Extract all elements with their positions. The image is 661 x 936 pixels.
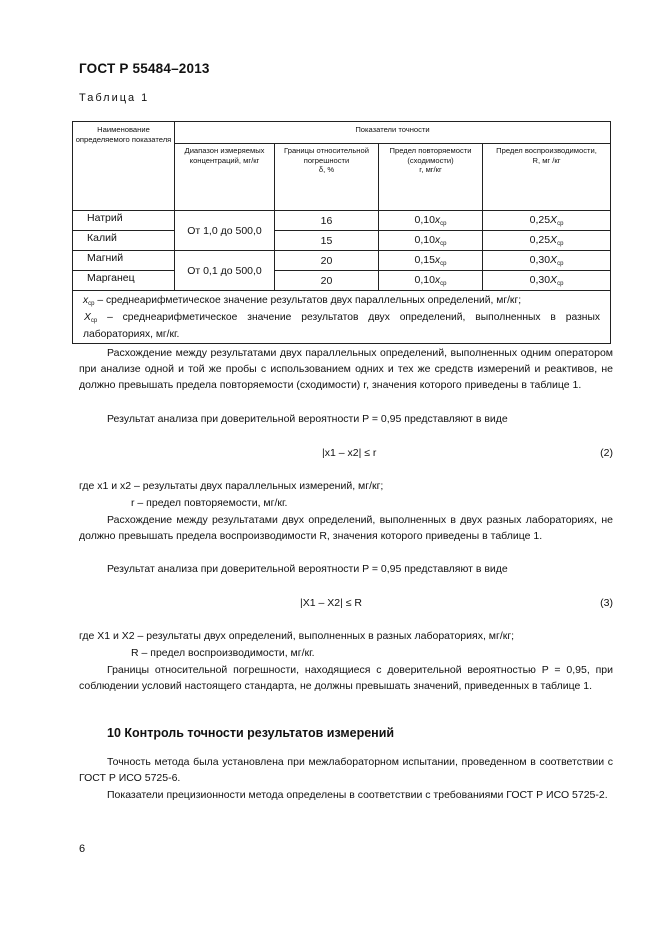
paragraph-method-accuracy: Точность метода была установлена при межлабораторном испытании, проведенном в соответствии с ГОСТ Р ИСО 5725-6. bbox=[79, 756, 613, 784]
page-number: 6 bbox=[79, 843, 86, 855]
header-repeatability-text: Предел повторяемости (сходимости) bbox=[389, 146, 472, 165]
concentration-range: От 0,1 до 500,0 bbox=[175, 251, 275, 291]
mean-X-symbol: X bbox=[550, 274, 558, 286]
reproducibility-value bbox=[483, 231, 611, 251]
mean-subscript: ср bbox=[557, 241, 564, 247]
note-mean-parallel bbox=[83, 294, 600, 311]
note-X-symbol: X bbox=[84, 312, 91, 323]
paragraph-reproducibility: Расхождение между результатами двух определений, выполненных в двух разных лабораториях, не должно превышать предела воспроизводимости R, значения которого приведены в таблице 1. bbox=[79, 514, 613, 542]
mean-subscript: ср bbox=[557, 221, 564, 227]
header-reproducibility bbox=[483, 144, 611, 211]
where-clause-2: r – предел повторяемости, мг/кг. bbox=[131, 497, 288, 509]
table-row bbox=[73, 231, 611, 251]
indicator-name: Калий bbox=[73, 231, 175, 251]
header-repeatability bbox=[379, 144, 483, 211]
mean-x-symbol: x bbox=[434, 214, 441, 226]
header-accuracy-indicators: Показатели точности bbox=[175, 122, 611, 144]
accuracy-table bbox=[72, 121, 611, 344]
reproducibility-coef: 0,25 bbox=[529, 234, 551, 246]
note-subscript: ср bbox=[88, 301, 95, 307]
formula-2: |x1 – x2| ≤ r bbox=[322, 447, 377, 459]
header-error-bounds-text: Границы относительной погрешности bbox=[284, 146, 369, 165]
mean-subscript: ср bbox=[557, 261, 564, 267]
header-indicator-name: Наименование определяемого показателя bbox=[73, 122, 175, 211]
reproducibility-value bbox=[483, 251, 611, 271]
table-row bbox=[73, 271, 611, 291]
repeatability-value bbox=[379, 231, 483, 251]
reproducibility-value bbox=[483, 211, 611, 231]
mean-subscript: ср bbox=[440, 241, 447, 247]
header-reproducibility-text: Предел воспроизводимости, bbox=[496, 146, 597, 155]
where-clause-3: где X1 и X2 – результаты двух определений, выполненных в разных лабораториях, мг/кг; bbox=[79, 630, 515, 642]
reproducibility-coef: 0,30 bbox=[529, 254, 551, 266]
repeatability-coef: 0,10 bbox=[414, 234, 435, 246]
header-reproducibility-symbol: R, мг /кг bbox=[532, 155, 561, 165]
where-clause-4: R – предел воспроизводимости, мг/кг. bbox=[131, 647, 315, 659]
concentration-range: От 1,0 до 500,0 bbox=[175, 211, 275, 251]
error-bound-value: 20 bbox=[275, 251, 379, 271]
table-row bbox=[73, 211, 611, 231]
paragraph-repeatability: Расхождение между результатами двух параллельных определений, выполненных одним оператором при анализе одной и той же пробы с использованием одних и тех же средств измерений и реактивов, не должно превышать предела повторяемости (сходимости) r, значения которого приведены в таблице 1. bbox=[79, 347, 613, 391]
note-1-text: – среднеарифметическое значение результатов двух параллельных определений, мг/кг; bbox=[94, 295, 522, 306]
note-mean-labs bbox=[83, 311, 600, 341]
reproducibility-coef: 0,25 bbox=[529, 214, 551, 226]
paragraph-result-form-1: Результат анализа при доверительной вероятности P = 0,95 представляют в виде bbox=[107, 413, 508, 425]
note-2-text: – среднеарифметическое значение результатов двух определений, выполненных в разных лабораториях, мг/кг. bbox=[83, 312, 601, 340]
indicator-name: Марганец bbox=[73, 271, 175, 291]
repeatability-value bbox=[379, 211, 483, 231]
table-note-row bbox=[73, 291, 611, 344]
indicator-name: Магний bbox=[73, 251, 175, 271]
where-clause-1: где x1 и x2 – результаты двух параллельных измерений, мг/кг; bbox=[79, 480, 384, 492]
section-heading: 10 Контроль точности результатов измерений bbox=[107, 726, 395, 740]
table-caption: Таблица 1 bbox=[79, 92, 150, 104]
error-bound-value: 15 bbox=[275, 231, 379, 251]
header-range: Диапазон измеряемых концентраций, мг/кг bbox=[175, 144, 275, 211]
note-x-symbol: x bbox=[83, 295, 89, 306]
mean-subscript: ср bbox=[440, 261, 447, 267]
table-row bbox=[73, 251, 611, 271]
header-error-bounds-symbol: δ, % bbox=[318, 165, 335, 175]
table-note bbox=[73, 291, 611, 344]
equation-number-3: (3) bbox=[600, 597, 613, 609]
reproducibility-coef: 0,30 bbox=[529, 274, 551, 286]
equation-number-2: (2) bbox=[600, 447, 613, 459]
mean-x-symbol: x bbox=[434, 274, 441, 286]
repeatability-coef: 0,10 bbox=[414, 274, 435, 286]
repeatability-coef: 0,10 bbox=[414, 214, 435, 226]
mean-X-symbol: X bbox=[550, 234, 558, 246]
repeatability-coef: 0,15 bbox=[414, 254, 435, 266]
formula-3: |X1 – X2| ≤ R bbox=[300, 597, 362, 609]
paragraph-error-bounds: Границы относительной погрешности, находящиеся с доверительной вероятностью P = 0,95, при соблюдении условий настоящего стандарта, не должны превышать значений, приведенных в таблице 1. bbox=[79, 664, 613, 692]
paragraph-precision: Показатели прецизионности метода определены в соответствии с требованиями ГОСТ Р ИСО 5725-2. bbox=[107, 789, 608, 801]
header-error-bounds bbox=[275, 144, 379, 211]
repeatability-value bbox=[379, 251, 483, 271]
reproducibility-value bbox=[483, 271, 611, 291]
mean-subscript: ср bbox=[557, 281, 564, 287]
mean-subscript: ср bbox=[440, 281, 447, 287]
mean-x-symbol: x bbox=[434, 234, 441, 246]
header-repeatability-symbol: r, мг/кг bbox=[419, 165, 442, 175]
indicator-name: Натрий bbox=[73, 211, 175, 231]
mean-X-symbol: X bbox=[550, 254, 558, 266]
document-header: ГОСТ Р 55484–2013 bbox=[79, 61, 210, 76]
paragraph-result-form-2: Результат анализа при доверительной вероятности P = 0,95 представляют в виде bbox=[107, 563, 508, 575]
error-bound-value: 20 bbox=[275, 271, 379, 291]
mean-x-symbol: x bbox=[434, 254, 441, 266]
mean-subscript: ср bbox=[440, 221, 447, 227]
mean-X-symbol: X bbox=[550, 214, 558, 226]
error-bound-value: 16 bbox=[275, 211, 379, 231]
repeatability-value bbox=[379, 271, 483, 291]
note-subscript: ср bbox=[90, 318, 98, 324]
